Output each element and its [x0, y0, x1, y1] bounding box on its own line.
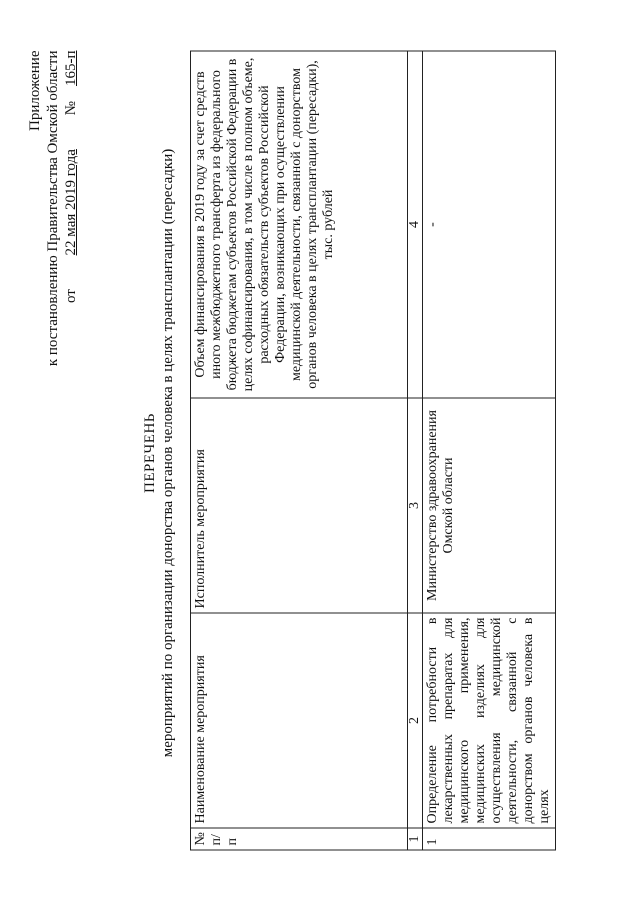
header-executor: Исполнитель мероприятия — [191, 398, 408, 613]
row-amount: - — [423, 51, 556, 398]
decree-date: 22 мая 2019 года — [63, 148, 79, 255]
appendix-title: Приложение — [27, 50, 43, 131]
title-subheading: мероприятий по организации донорства органов человека в целях трансплантации (пересадки) — [160, 148, 176, 757]
number-label: № — [63, 100, 79, 115]
header-num: № п/п — [191, 828, 408, 850]
column-number: 3 — [408, 398, 423, 613]
header-measure-name: Наименование мероприятия — [191, 613, 408, 828]
decree-number: 165-п — [63, 50, 79, 86]
column-number: 2 — [408, 613, 423, 828]
row-num: 1 — [423, 828, 556, 850]
from-label: от — [63, 288, 79, 303]
appendix-decree-ref: к постановлению Правительства Омской области — [45, 50, 61, 366]
column-numbers-row — [408, 51, 423, 850]
appendix-date-line — [62, 50, 80, 366]
measures-table — [190, 50, 556, 850]
title-heading: ПЕРЕЧЕНЬ — [142, 412, 158, 493]
appendix-block — [26, 50, 80, 366]
row-executor: Министерство здравоохранения Омской области — [423, 398, 556, 613]
table-header-row — [191, 51, 408, 850]
document-title — [141, 0, 177, 905]
row-measure-name: Определение потребности в лекарственных препаратах для медицинского применения, медицинских изделиях для осуществления медицинской деятельности, связанной с донорством органов человека в целях — [423, 613, 556, 828]
table-row — [423, 51, 556, 850]
column-number: 4 — [408, 51, 423, 398]
column-number: 1 — [408, 828, 423, 850]
header-funding: Объем финансирования в 2019 году за счет средств иного межбюджетного трансферта из федерального бюджета бюджетам субъектов Российской Федерации в целях софинансирования, в том числе в полном объеме, расходных обязательств субъектов Российской Федерации, возникающих при осуществлении медицинской деятельности, связанной с донорством органов человека в целях трансплантации (пересадки), тыс. рублей — [191, 51, 408, 398]
